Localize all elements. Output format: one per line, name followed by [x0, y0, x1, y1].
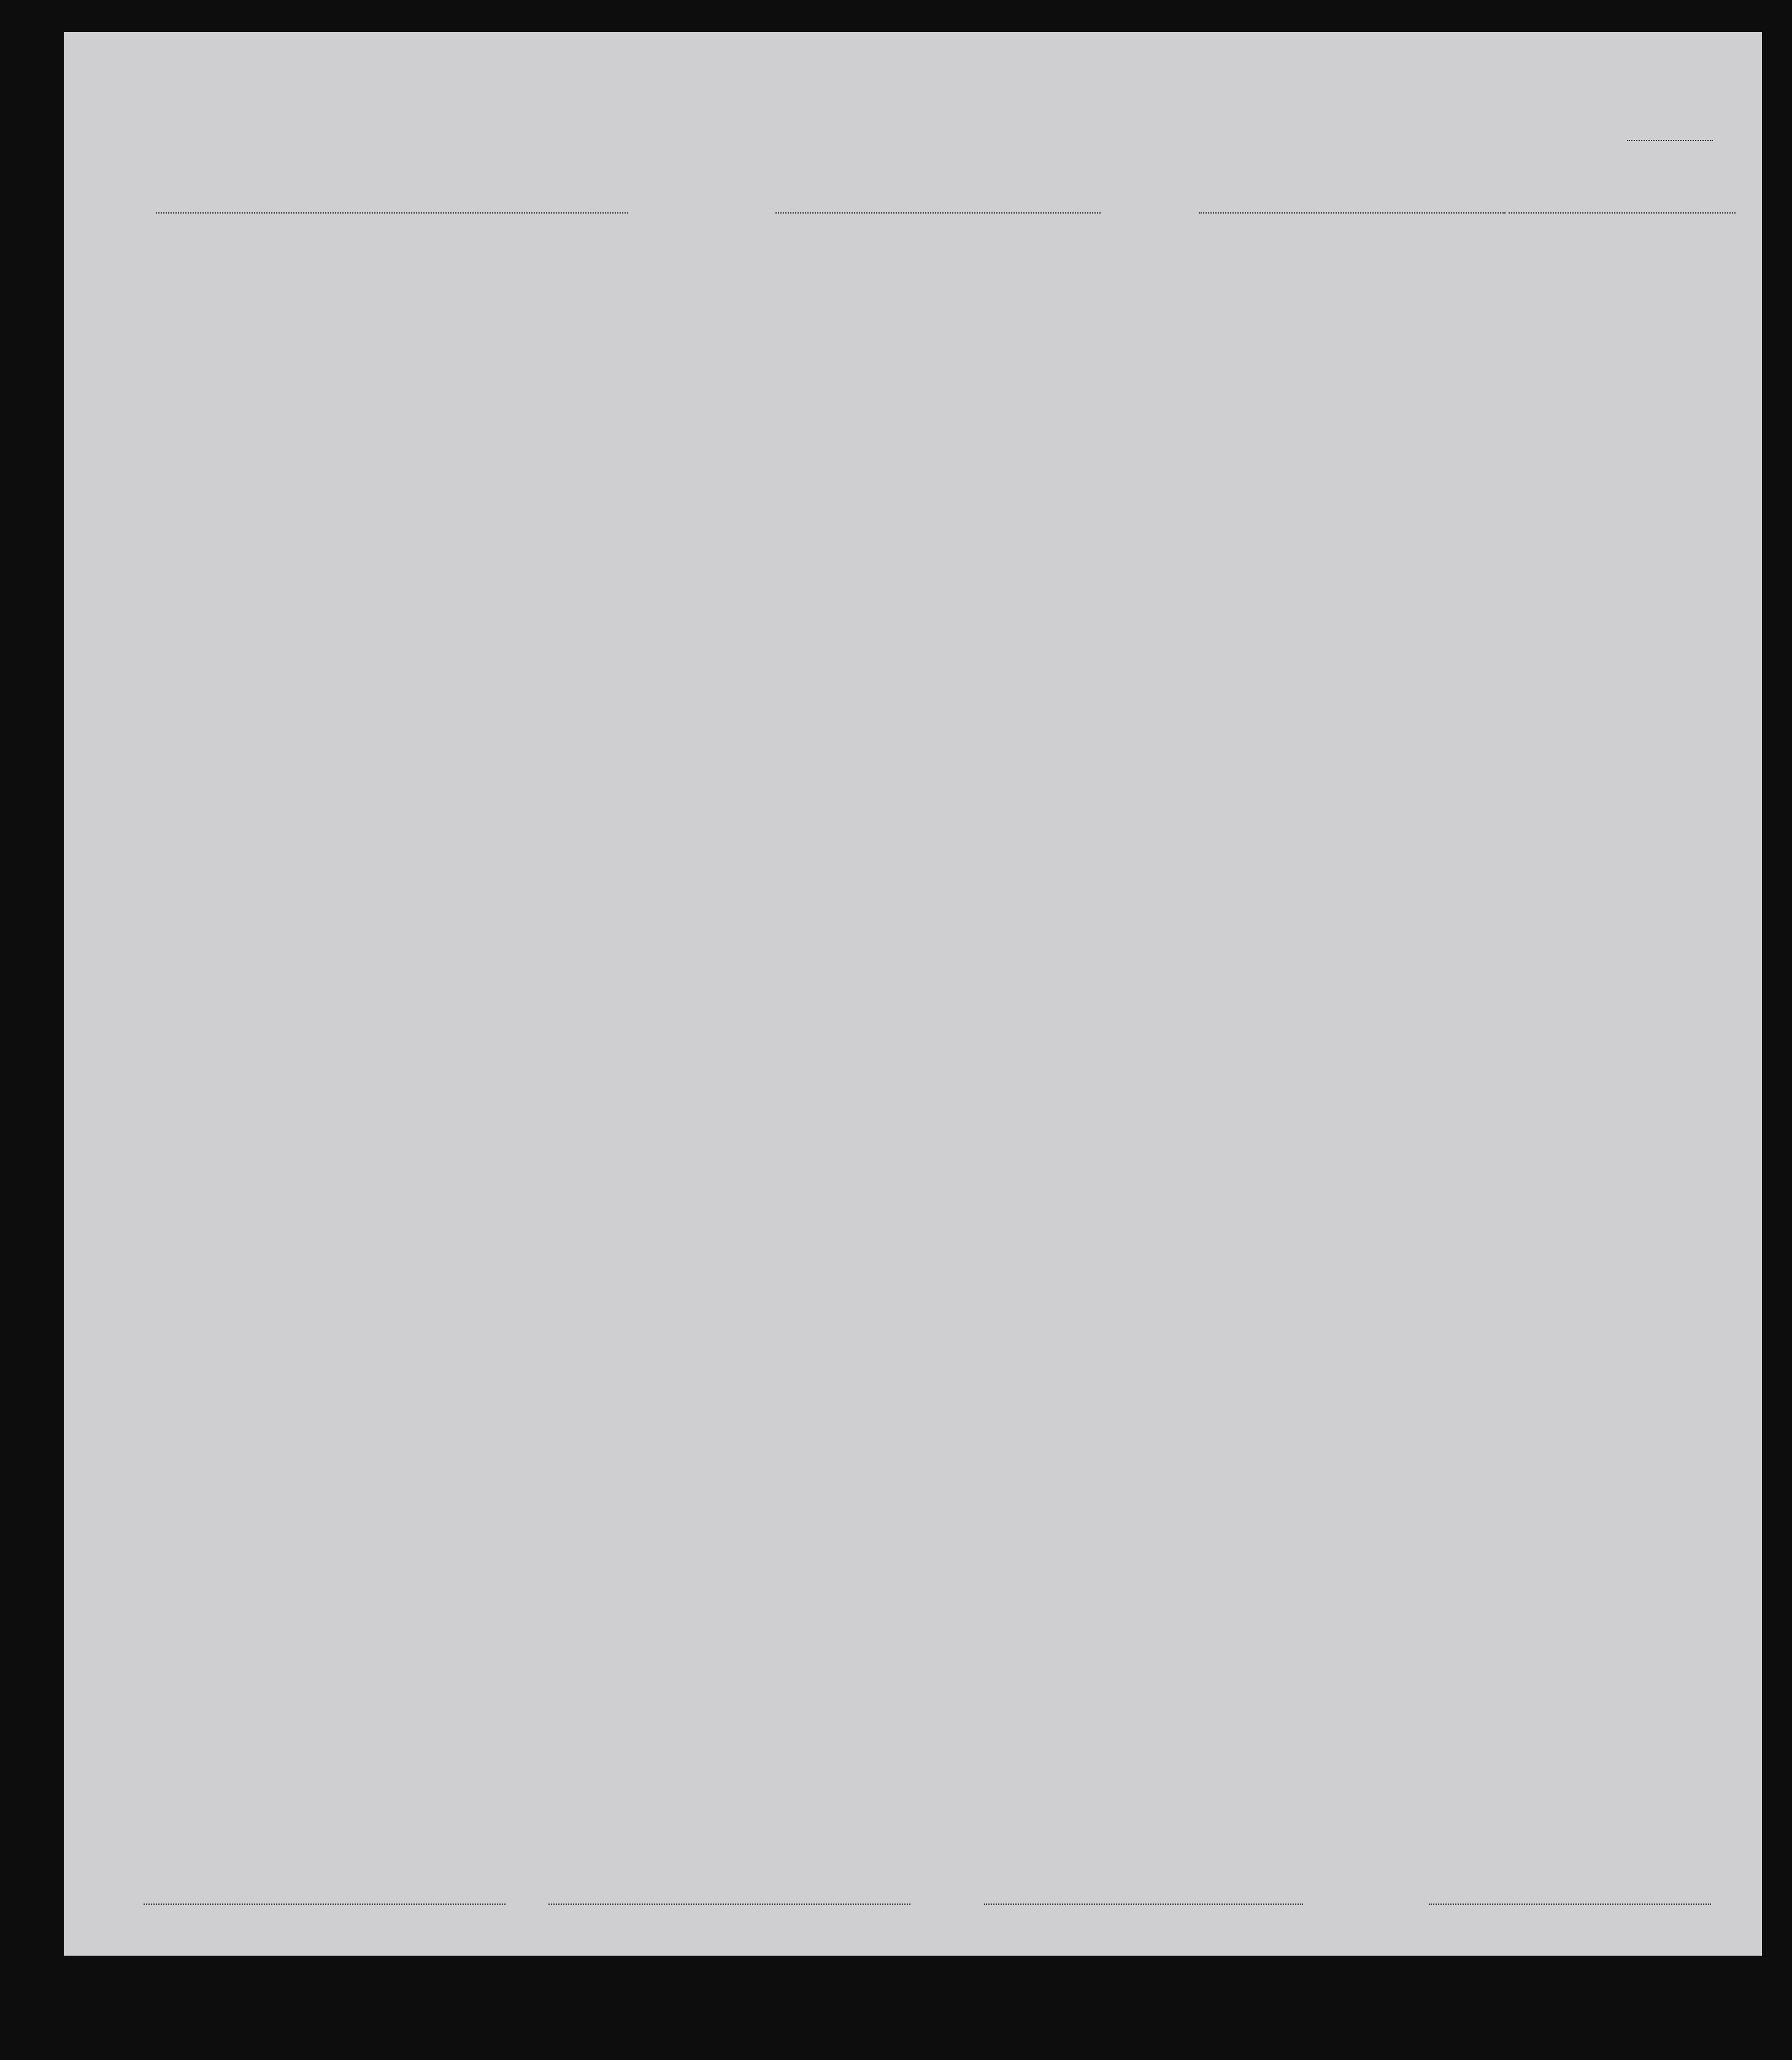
handwritten-marks: [64, 32, 1762, 1956]
manifest-sheet: [64, 32, 1762, 1956]
